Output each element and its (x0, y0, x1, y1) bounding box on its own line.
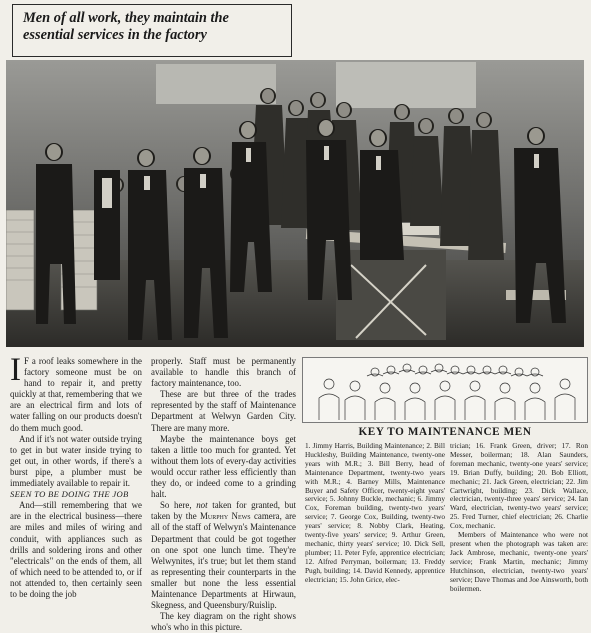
key-list-left-text: 1. Jimmy Harris, Building Maintenance; 2. Bill Huckleshy, Building Maintenance, twenty-one years with M.R.; 3. Bill Berry, head of Maintenance Department, twenty-two years with M.R.; 4. Barney Mills, Maintenance Buyer and Safety Officer, twenty-eight years' service; 5. Johnny Buckle, mechanic; 6. Jimmy Cox, Foreman building, twenty-two years' service; 7. George Cox, Building, twenty-two years' service; 8. Nobby Clark, Heating, twenty-five years' service; 9. Arthur Green, mechanic, thirty years' service; 10. Dick Sell, plumber; 11. Peter Fyfe, apprentice electrician; 12. Alfred Perryman, boilerman; 13. Freddy Pugh, building; 14. David Kennedy, apprentice electrician; 15. John Grice, elec- (305, 441, 445, 584)
key-diagram-outlines (303, 358, 587, 422)
column-2-paragraph-5: The key diagram on the right shows who's who in this picture. (151, 611, 296, 633)
column-1-paragraph-3: And—still remembering that we are in the electrical business—there are miles and miles of wiring and conduit, with appliances such as drills and soldering irons and other "electricals" on the ends of them, all of which need to be attended to, or if not attended to, then certainly seen to be doing the job (10, 500, 142, 599)
column-1-paragraph-2: And if it's not water outside trying to get in but water inside trying to get out, in other words, if there's a burst pipe, a plumber must be immediately available to repair it. (10, 433, 142, 489)
column-2-paragraph-3: Maybe the maintenance boys get taken a little too much for granted. Yet without them lots of every-day activities would occur rather less efficiently than they do, or indeed come to a grinding halt. (151, 433, 296, 500)
key-absent-members: Members of Maintenance who were not present when the photograph was taken are: Jack Ambrose, mechanic, twenty-one years' service; Frank Martin, mechanic; Jimmy Hutchinson, electrician, twenty-two years' service; Dave Thomas and Joe Ainsworth, both boilermen. (450, 530, 588, 593)
drop-cap: I (10, 352, 21, 388)
key-title: KEY TO MAINTENANCE MEN (358, 426, 532, 438)
p4-part-b: taken for granted, but taken by the (151, 500, 296, 522)
column-2-paragraph-4 (151, 500, 296, 611)
headline-box (12, 4, 292, 57)
article-column-2 (151, 356, 296, 633)
subheading: SEEN TO BE DOING THE JOB (10, 489, 129, 500)
column-1-paragraph-1: F a roof leaks somewhere in the factory someone must be on hand to repair it, and pretty quickly at that, remembering that we are an electrical firm and lots of water falling on our products doesn't do them much good. (10, 356, 142, 433)
column-2-paragraph-2: These are but three of the trades represented by the staff of Maintenance Department at Welwyn Garden City. There are many more. (151, 389, 296, 433)
group-photo (6, 60, 584, 347)
p4-part-a: So here, (160, 500, 197, 511)
p4-part-c: camera, are all of the staff of Welwyn's Maintenance Department that could be got together on one spot one lunch time. They're Welwynites, it's true; but let them stand as representing their counterparts in the smaller but none the less essential Maintenance Departments at Hirwaun, Skegness, and Queensbury/Ruislip. (151, 511, 297, 611)
headline-line-2: essential services in the factory (23, 27, 207, 43)
publication-name: Murphy News (199, 511, 251, 522)
article-column-1 (10, 352, 142, 600)
column-2-paragraph-1: properly. Staff must be permanently available to handle this branch of factory maintenance, too. (151, 356, 296, 389)
key-list-right-text: trician; 16. Frank Green, driver; 17. Ron Messer, boilerman; 18. Alan Saunders, foreman mechanic, twenty-one years' service; 19. Brian Duffy, building; 20. Bob Elliott, mechanic; 21. Jack Green, electrician; 22. Jim Cartwright, building; 23. Dick Wallace, electrician, twenty-three years' service; 24. Ian Ward, electrician, twenty-two years' service; 25. Fred Turner, chief electrician; 26. Charlie Cox, mechanic. (450, 441, 588, 531)
headline (23, 10, 283, 44)
key-list-right (450, 442, 588, 593)
key-diagram (302, 357, 588, 423)
key-list-left (305, 442, 445, 585)
p4-not: not (196, 500, 208, 511)
headline-line-1: Men of all work, they maintain the (23, 10, 229, 26)
